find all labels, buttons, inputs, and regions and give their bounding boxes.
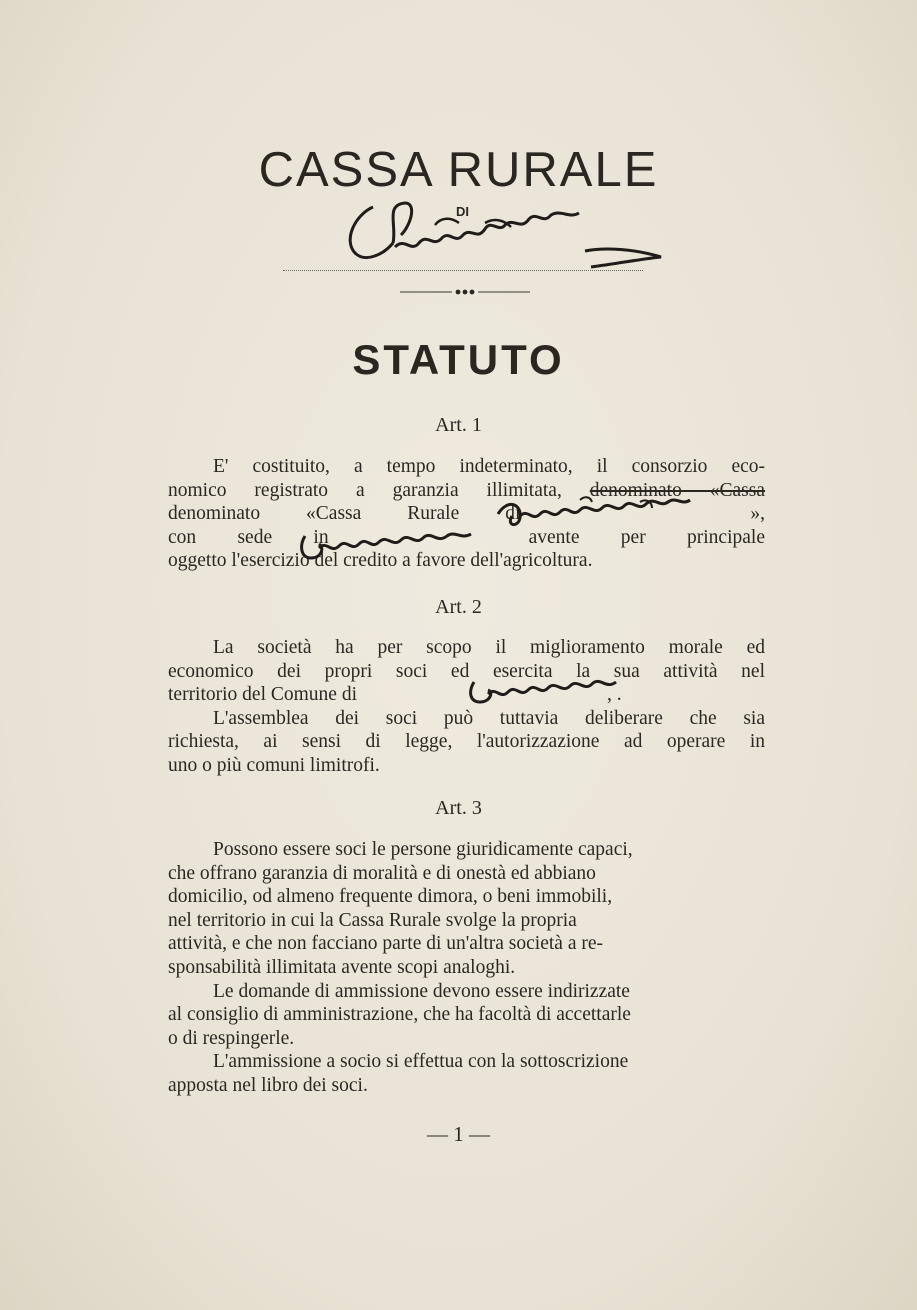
handwritten-name-art2 [464, 674, 664, 710]
document-title: CASSA RURALE [258, 143, 659, 197]
text-line: richiesta, ai sensi di legge, l'autorizzazione ad operare in [168, 731, 765, 753]
page-number: — 1 — [427, 1122, 490, 1146]
struck-text: denominato «Cassa [589, 479, 766, 501]
text-line: economico dei propri soci ed esercita la sua attività nel [168, 660, 765, 682]
text-fragment: denominato «Cassa Rurale di [168, 503, 521, 525]
text-line: sponsabilità illimitata avente scopi analoghi. [168, 956, 516, 978]
text-fragment: nomico registrato a garanzia illimitata, [168, 479, 562, 501]
handwritten-town-name [335, 195, 670, 275]
text-line: Le domande di ammissione devono essere indirizzate [213, 980, 630, 1002]
signature-dotted-line [283, 270, 643, 271]
text-line: uno o più comuni limitrofi. [168, 754, 380, 776]
text-line: La società ha per scopo il miglioramento morale ed [213, 637, 765, 658]
text-line: apposta nel libro dei soci. [168, 1074, 368, 1096]
text-line: al consiglio di amministrazione, che ha facoltà di accettarle [168, 1004, 631, 1026]
handwritten-name-art1-line4 [295, 526, 515, 566]
ornament-divider [400, 287, 530, 297]
article-3-text [168, 838, 765, 1098]
text-line: oggetto l'esercizio del credito a favore dell'agricoltura. [168, 550, 593, 572]
article-3-label: Art. 3 [435, 797, 482, 819]
text-line: o di respingerle. [168, 1027, 295, 1049]
text-line: E' costituito, a tempo indeterminato, il consorzio eco- [213, 456, 765, 477]
text-line: domicilio, od almeno frequente dimora, o beni immobili, [168, 886, 613, 908]
text-line: Possono essere soci le persone giuridicamente capaci, [213, 839, 633, 860]
text-line: attività, e che non facciano parte di un'altra società a re- [168, 933, 603, 955]
text-line: L'ammissione a socio si effettua con la sottoscrizione [213, 1051, 629, 1073]
text-line: nel territorio in cui la Cassa Rurale svolge la propria [168, 909, 577, 931]
statute-heading: STATUTO [352, 336, 565, 383]
text-line: L'assemblea dei soci può tuttavia deliberare che sia [213, 707, 765, 729]
text-fragment: , . [607, 684, 622, 706]
text-fragment: territorio del Comune di [168, 684, 358, 706]
text-fragment: », [750, 503, 765, 525]
text-line: che offrano garanzia di moralità e di onestà ed abbiano [168, 862, 596, 884]
title-di: DI [456, 204, 469, 219]
handwritten-name-art1-line3 [490, 492, 740, 532]
article-1-label: Art. 1 [435, 414, 482, 436]
text-fragment: avente per principale [528, 526, 765, 548]
article-2-label: Art. 2 [435, 596, 482, 618]
text-fragment: con sede in [168, 526, 329, 548]
